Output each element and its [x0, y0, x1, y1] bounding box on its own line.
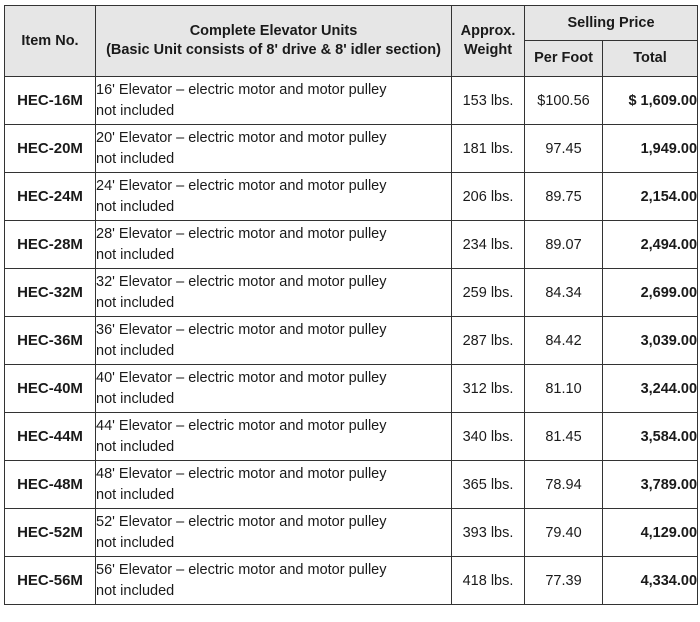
cell-description — [96, 221, 452, 269]
table-row — [5, 365, 698, 413]
description-line: not included — [96, 102, 175, 119]
price-table-container — [4, 5, 698, 605]
cell-item-no: HEC-16M — [5, 77, 96, 125]
table-row — [5, 413, 698, 461]
cell-description — [96, 269, 452, 317]
cell-weight: 206 lbs. — [452, 173, 525, 221]
cell-per-foot: 81.10 — [525, 365, 603, 413]
description-line: not included — [96, 390, 175, 407]
header-selling-price: Selling Price — [525, 6, 698, 41]
cell-weight: 234 lbs. — [452, 221, 525, 269]
description-line: not included — [96, 150, 175, 167]
description-line: not included — [96, 198, 175, 215]
cell-weight: 393 lbs. — [452, 509, 525, 557]
cell-total: 2,154.00 — [603, 173, 698, 221]
cell-per-foot: 78.94 — [525, 461, 603, 509]
description-line: not included — [96, 294, 175, 311]
cell-weight: 287 lbs. — [452, 317, 525, 365]
header-description — [96, 6, 452, 77]
cell-weight: 181 lbs. — [452, 125, 525, 173]
table-row — [5, 269, 698, 317]
description-line: 56' Elevator – electric motor and motor pulley — [96, 561, 387, 578]
cell-total: 2,699.00 — [603, 269, 698, 317]
description-line: 52' Elevator – electric motor and motor pulley — [96, 513, 387, 530]
table-row — [5, 317, 698, 365]
cell-total: 3,244.00 — [603, 365, 698, 413]
table-row — [5, 173, 698, 221]
description-line: 48' Elevator – electric motor and motor pulley — [96, 465, 387, 482]
table-row — [5, 509, 698, 557]
cell-description — [96, 125, 452, 173]
cell-weight: 365 lbs. — [452, 461, 525, 509]
cell-item-no: HEC-48M — [5, 461, 96, 509]
cell-per-foot: 79.40 — [525, 509, 603, 557]
description-line: 24' Elevator – electric motor and motor pulley — [96, 177, 387, 194]
table-row — [5, 77, 698, 125]
description-line: not included — [96, 582, 175, 599]
header-per-foot: Per Foot — [525, 41, 603, 77]
table-body — [5, 77, 698, 605]
cell-description — [96, 317, 452, 365]
cell-weight: 312 lbs. — [452, 365, 525, 413]
cell-total: 3,039.00 — [603, 317, 698, 365]
cell-per-foot: 89.07 — [525, 221, 603, 269]
description-line: 28' Elevator – electric motor and motor pulley — [96, 225, 387, 242]
description-line: not included — [96, 342, 175, 359]
description-line: 40' Elevator – electric motor and motor pulley — [96, 369, 387, 386]
cell-weight: 259 lbs. — [452, 269, 525, 317]
cell-item-no: HEC-44M — [5, 413, 96, 461]
cell-total: 3,789.00 — [603, 461, 698, 509]
header-item-no: Item No. — [5, 6, 96, 77]
cell-item-no: HEC-20M — [5, 125, 96, 173]
cell-total: 1,949.00 — [603, 125, 698, 173]
description-line: 44' Elevator – electric motor and motor pulley — [96, 417, 387, 434]
table-row — [5, 221, 698, 269]
price-table — [4, 5, 698, 605]
table-row — [5, 125, 698, 173]
cell-weight: 153 lbs. — [452, 77, 525, 125]
table-row — [5, 461, 698, 509]
cell-description — [96, 365, 452, 413]
cell-total: 4,129.00 — [603, 509, 698, 557]
header-weight-line1: Approx. — [460, 23, 516, 39]
cell-total: $ 1,609.00 — [603, 77, 698, 125]
cell-item-no: HEC-28M — [5, 221, 96, 269]
header-weight — [452, 6, 525, 77]
cell-item-no: HEC-24M — [5, 173, 96, 221]
cell-per-foot: 97.45 — [525, 125, 603, 173]
description-line: not included — [96, 438, 175, 455]
cell-total: 3,584.00 — [603, 413, 698, 461]
cell-description — [96, 173, 452, 221]
cell-per-foot: 81.45 — [525, 413, 603, 461]
cell-item-no: HEC-32M — [5, 269, 96, 317]
cell-per-foot: 89.75 — [525, 173, 603, 221]
header-description-title: Complete Elevator Units — [189, 23, 358, 39]
cell-description — [96, 461, 452, 509]
cell-item-no: HEC-52M — [5, 509, 96, 557]
header-total: Total — [603, 41, 698, 77]
description-line: 32' Elevator – electric motor and motor pulley — [96, 273, 387, 290]
description-line: not included — [96, 246, 175, 263]
cell-weight: 418 lbs. — [452, 557, 525, 605]
description-line: not included — [96, 486, 175, 503]
cell-item-no: HEC-56M — [5, 557, 96, 605]
cell-item-no: HEC-36M — [5, 317, 96, 365]
cell-weight: 340 lbs. — [452, 413, 525, 461]
cell-description — [96, 509, 452, 557]
description-line: not included — [96, 534, 175, 551]
description-line: 36' Elevator – electric motor and motor pulley — [96, 321, 387, 338]
table-header — [5, 6, 698, 77]
header-description-subtitle: (Basic Unit consists of 8' drive & 8' idler section) — [106, 42, 441, 58]
table-row — [5, 557, 698, 605]
cell-total: 4,334.00 — [603, 557, 698, 605]
cell-per-foot: $100.56 — [525, 77, 603, 125]
cell-description — [96, 557, 452, 605]
description-line: 20' Elevator – electric motor and motor pulley — [96, 129, 387, 146]
cell-total: 2,494.00 — [603, 221, 698, 269]
cell-description — [96, 413, 452, 461]
cell-item-no: HEC-40M — [5, 365, 96, 413]
description-line: 16' Elevator – electric motor and motor pulley — [96, 81, 387, 98]
header-weight-line2: Weight — [463, 42, 513, 58]
cell-per-foot: 84.34 — [525, 269, 603, 317]
cell-description — [96, 77, 452, 125]
cell-per-foot: 84.42 — [525, 317, 603, 365]
cell-per-foot: 77.39 — [525, 557, 603, 605]
